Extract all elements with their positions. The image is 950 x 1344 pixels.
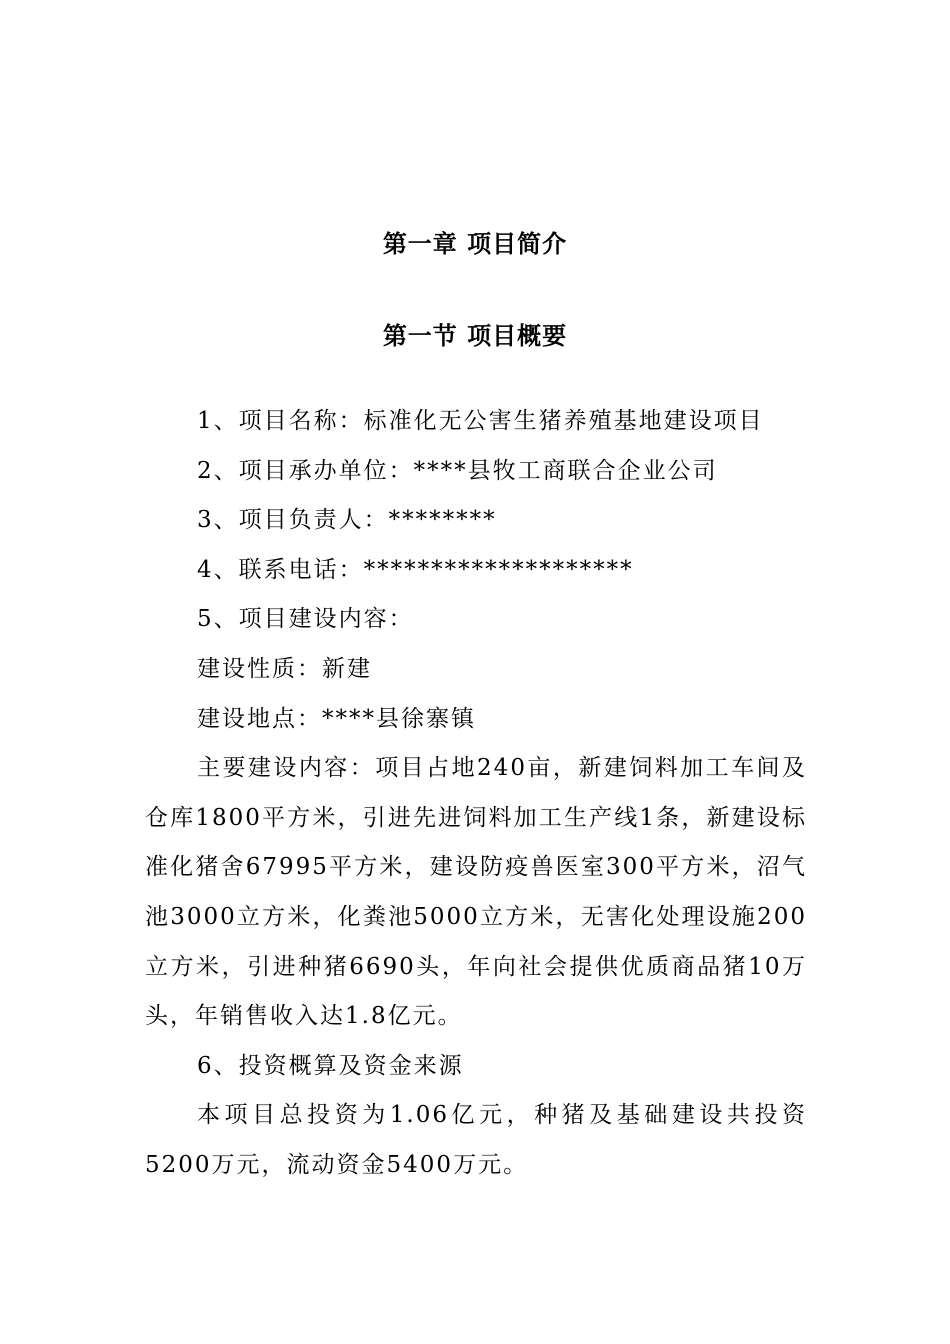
paragraph-construction-content: 5、项目建设内容： <box>197 606 414 633</box>
paragraph-investment-detail: 本项目总投资为1.06亿元，种猪及基础建设共投资5200万元，流动资金5400万元。 <box>145 1102 807 1178</box>
paragraph-project-leader: 3、项目负责人：******** <box>197 507 497 534</box>
paragraph-investment-heading: 6、投资概算及资金来源 <box>197 1052 464 1079</box>
paragraph-contact-phone: 4、联系电话：******************** <box>197 556 634 583</box>
section-title: 第一节 项目概要 <box>382 322 568 350</box>
document-body <box>145 397 807 1191</box>
paragraph-undertaking-unit: 2、项目承办单位：****县牧工商联合企业公司 <box>197 457 718 484</box>
paragraph-construction-nature: 建设性质：新建 <box>197 655 372 682</box>
chapter-title: 第一章 项目简介 <box>382 230 568 258</box>
paragraph-construction-site: 建设地点：****县徐寨镇 <box>197 705 476 732</box>
paragraph-project-name: 1、项目名称：标准化无公害生猪养殖基地建设项目 <box>197 408 764 434</box>
paragraph-main-content: 主要建设内容：项目占地240亩，新建饲料加工车间及仓库1800平方米，引进先进饲料加工生产线1条，新建设标准化猪舍67995平方米，建设防疫兽医室300平方米，沼气池3000立方米，化粪池5000立方米，无害化处理设施200立方米，引进种猪6690头，年向社会提供优质商品猪10万头，年销售收入达1.8亿元。 <box>145 755 807 1030</box>
